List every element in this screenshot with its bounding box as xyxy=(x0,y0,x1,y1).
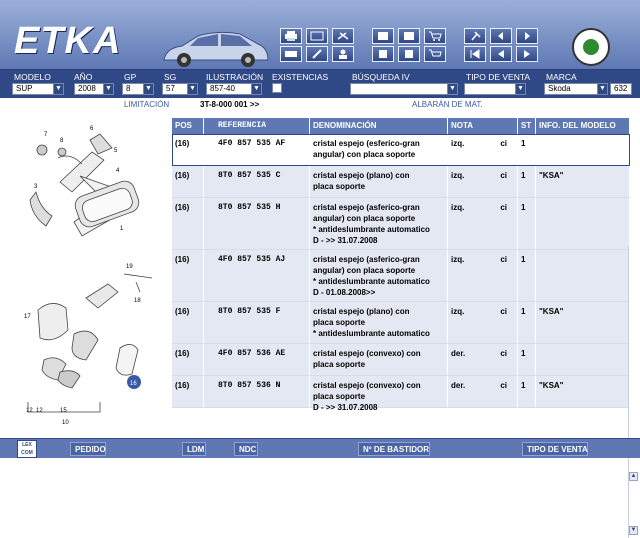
ilustracion-select[interactable] xyxy=(206,83,262,95)
referencia-cell: 8T0 857 535 H xyxy=(204,198,310,249)
table-body xyxy=(172,134,630,412)
col-info-modelo[interactable]: INFO. DEL MODELO xyxy=(536,118,630,134)
table-row[interactable] xyxy=(172,198,630,250)
skoda-logo-icon xyxy=(572,28,610,66)
nota-cell xyxy=(448,376,518,407)
nota-side: izq. xyxy=(451,139,465,148)
info-bar xyxy=(0,98,640,112)
info-modelo-cell: "KSA" xyxy=(536,166,630,197)
nota-ci: ci xyxy=(500,203,507,212)
pos-cell: (16) xyxy=(172,302,204,343)
col-st[interactable]: ST xyxy=(518,118,536,134)
chevron-down-icon: ▼ xyxy=(515,84,525,94)
callout-10: 10 xyxy=(62,420,69,426)
pos-cell: (16) xyxy=(172,198,204,249)
modelo-value: SUP xyxy=(16,84,33,93)
table-row[interactable] xyxy=(172,344,630,376)
nota-side: izq. xyxy=(451,171,465,180)
nota-cell xyxy=(448,302,518,343)
table-row[interactable] xyxy=(172,134,630,166)
info-modelo-cell xyxy=(536,198,630,249)
nota-side: der. xyxy=(451,349,466,358)
callout-16: 16 xyxy=(130,381,137,387)
referencia-cell: 8T0 857 535 F xyxy=(204,302,310,343)
denominacion-cell: cristal espejo (plano) con placa soporte * antideslumbrante automatico xyxy=(310,302,448,343)
callout-17: 17 xyxy=(24,314,31,320)
tipo-venta-label: TIPO DE VENTA xyxy=(466,72,531,82)
modelo-label: MODELO xyxy=(14,72,51,82)
denominacion-cell: cristal espejo (plano) con placa soporte xyxy=(310,166,448,197)
chevron-down-icon: ▼ xyxy=(187,84,197,94)
nota-cell xyxy=(448,344,518,375)
limitacion-code: 3T-8-000 001 >> xyxy=(200,100,260,109)
pencil-icon[interactable] xyxy=(306,46,328,62)
callout-8: 8 xyxy=(60,138,64,144)
callout-12b: 12 xyxy=(36,408,43,414)
nota-cell xyxy=(448,134,518,165)
callout-1: 1 xyxy=(120,226,124,232)
gp-label: GP xyxy=(124,72,137,82)
col-nota[interactable]: NOTA xyxy=(448,118,518,134)
catalog-icon[interactable] xyxy=(372,28,394,44)
callout-15: 15 xyxy=(60,408,67,414)
albaran-label[interactable]: ALBARÁN DE MAT. xyxy=(412,100,483,109)
chevron-down-icon: ▼ xyxy=(251,84,261,94)
ndc-button[interactable]: NDC xyxy=(234,442,258,456)
st-cell: 1 xyxy=(518,166,536,197)
callout-19: 19 xyxy=(126,264,133,270)
printer-icon[interactable] xyxy=(280,28,302,44)
referencia-cell: 8T0 857 536 N xyxy=(204,376,310,407)
denominacion-cell: cristal espejo (asferico-gran angular) con placa soporte * antideslumbrante automatico D - >> 31.07.2008 xyxy=(310,198,448,249)
denominacion-cell: cristal espejo (convexo) con placa soporte D - >> 31.07.2008 xyxy=(310,376,448,407)
nota-cell xyxy=(448,166,518,197)
limitacion-label[interactable]: LIMITACIÓN xyxy=(124,100,170,109)
chevron-down-icon: ▼ xyxy=(447,84,457,94)
list-icon[interactable] xyxy=(280,46,302,62)
car-image xyxy=(158,26,272,70)
footer-bar xyxy=(0,438,640,458)
nota-ci: ci xyxy=(500,139,507,148)
referencia-cell: 4F0 857 536 AE xyxy=(204,344,310,375)
existencias-label: EXISTENCIAS xyxy=(272,72,329,82)
callout-6: 6 xyxy=(90,126,94,132)
gp-select[interactable] xyxy=(122,83,154,95)
arrow-left-icon[interactable] xyxy=(490,46,512,62)
st-cell: 1 xyxy=(518,344,536,375)
nota-ci: ci xyxy=(500,307,507,316)
info-modelo-cell xyxy=(536,134,630,165)
nota-ci: ci xyxy=(500,349,507,358)
tipo-venta-select[interactable] xyxy=(464,83,526,95)
ldm-button[interactable]: LDM xyxy=(182,442,206,456)
callout-5: 5 xyxy=(114,148,118,154)
anio-value: 2008 xyxy=(78,84,96,93)
pos-cell: (16) xyxy=(172,134,204,165)
anio-select[interactable] xyxy=(74,83,114,95)
info-modelo-cell xyxy=(536,250,630,301)
callout-4: 4 xyxy=(116,168,120,174)
referencia-cell: 4F0 857 535 AJ xyxy=(204,250,310,301)
callout-3: 3 xyxy=(34,184,38,190)
chevron-down-icon: ▼ xyxy=(53,84,63,94)
sg-select[interactable] xyxy=(162,83,198,95)
denominacion-cell: cristal espejo (asferico-gran angular) con placa soporte * antideslumbrante automatico D - 01.08.2008>> xyxy=(310,250,448,301)
nota-ci: ci xyxy=(500,171,507,180)
col-pos[interactable]: POS xyxy=(172,118,204,134)
nota-side: izq. xyxy=(451,203,465,212)
marca-value: Skoda xyxy=(548,84,571,93)
st-cell: 1 xyxy=(518,376,536,407)
chevron-down-icon: ▼ xyxy=(103,84,113,94)
table-row[interactable] xyxy=(172,166,630,198)
table-header xyxy=(172,118,630,134)
tools-icon[interactable] xyxy=(332,28,354,44)
nota-side: der. xyxy=(451,381,466,390)
person-icon[interactable] xyxy=(332,46,354,62)
nota-ci: ci xyxy=(500,381,507,390)
info-modelo-cell: "KSA" xyxy=(536,376,630,407)
sg-label: SG xyxy=(164,72,177,82)
nota-side: izq. xyxy=(451,255,465,264)
arrow-right-icon[interactable] xyxy=(516,46,538,62)
vertical-scrollbar[interactable] xyxy=(628,246,638,538)
anio-label: AÑO xyxy=(74,72,93,82)
col-denominacion[interactable]: DENOMINACIÓN xyxy=(310,118,448,134)
field-bar xyxy=(0,70,640,98)
st-cell: 1 xyxy=(518,198,536,249)
screen-icon[interactable] xyxy=(306,28,328,44)
chevron-down-icon: ▼ xyxy=(143,84,153,94)
page-back-icon[interactable] xyxy=(490,28,512,44)
busqueda-select[interactable] xyxy=(350,83,458,95)
pos-cell: (16) xyxy=(172,344,204,375)
pos-cell: (16) xyxy=(172,166,204,197)
info-modelo-cell xyxy=(536,344,630,375)
marca-select[interactable] xyxy=(544,83,608,95)
cart-2-icon[interactable] xyxy=(424,46,446,62)
scroll-up-icon[interactable]: ▲ xyxy=(630,473,637,479)
nota-side: izq. xyxy=(451,307,465,316)
nota-cell xyxy=(448,198,518,249)
table-row[interactable] xyxy=(172,376,630,412)
referencia-cell: 4F0 857 535 AF xyxy=(204,134,310,165)
st-cell: 1 xyxy=(518,302,536,343)
callout-7: 7 xyxy=(44,132,48,138)
st-cell: 1 xyxy=(518,250,536,301)
info-modelo-cell: "KSA" xyxy=(536,302,630,343)
sg-value: 57 xyxy=(166,84,175,93)
app-logo: ETKA xyxy=(14,20,122,62)
first-icon[interactable] xyxy=(464,46,486,62)
callout-12a: 12 xyxy=(26,408,33,414)
cart-icon[interactable] xyxy=(424,28,446,44)
tipo-venta-button[interactable]: TIPO DE VENTA xyxy=(522,442,588,456)
busqueda-label: BÚSQUEDA IV xyxy=(352,72,410,82)
st-cell: 1 xyxy=(518,134,536,165)
document-2-icon[interactable] xyxy=(398,46,420,62)
callout-18: 18 xyxy=(134,298,141,304)
parts-table xyxy=(172,118,630,430)
table-row[interactable] xyxy=(172,302,630,344)
catalog-2-icon[interactable] xyxy=(398,28,420,44)
app-header xyxy=(0,0,640,70)
marca-code: 632 xyxy=(610,83,632,95)
modelo-select[interactable] xyxy=(12,83,64,95)
page-forward-icon[interactable] xyxy=(516,28,538,44)
ilustracion-value: 857-40 xyxy=(210,84,235,93)
gp-value: 8 xyxy=(126,84,131,93)
lexcom-logo: LEX COM xyxy=(17,440,37,458)
ilustracion-label: ILUSTRACIÓN xyxy=(206,72,264,82)
pin-icon[interactable] xyxy=(464,28,486,44)
parts-diagram[interactable] xyxy=(0,112,168,432)
scroll-down-icon[interactable]: ▼ xyxy=(630,527,637,533)
table-row[interactable] xyxy=(172,250,630,302)
pedido-button[interactable]: PEDIDO xyxy=(70,442,106,456)
denominacion-cell: cristal espejo (convexo) con placa soporte xyxy=(310,344,448,375)
document-icon[interactable] xyxy=(372,46,394,62)
bastidor-button[interactable]: Nº DE BASTIDOR xyxy=(358,442,430,456)
nota-ci: ci xyxy=(500,255,507,264)
referencia-cell: 8T0 857 535 C xyxy=(204,166,310,197)
nota-cell xyxy=(448,250,518,301)
denominacion-cell: cristal espejo (esferico-gran angular) con placa soporte xyxy=(310,134,448,165)
col-referencia[interactable]: REFERENCIA xyxy=(204,118,310,134)
marca-label: MARCA xyxy=(546,72,577,82)
pos-cell: (16) xyxy=(172,250,204,301)
pos-cell: (16) xyxy=(172,376,204,407)
chevron-down-icon: ▼ xyxy=(597,84,607,94)
existencias-checkbox[interactable] xyxy=(272,83,282,93)
